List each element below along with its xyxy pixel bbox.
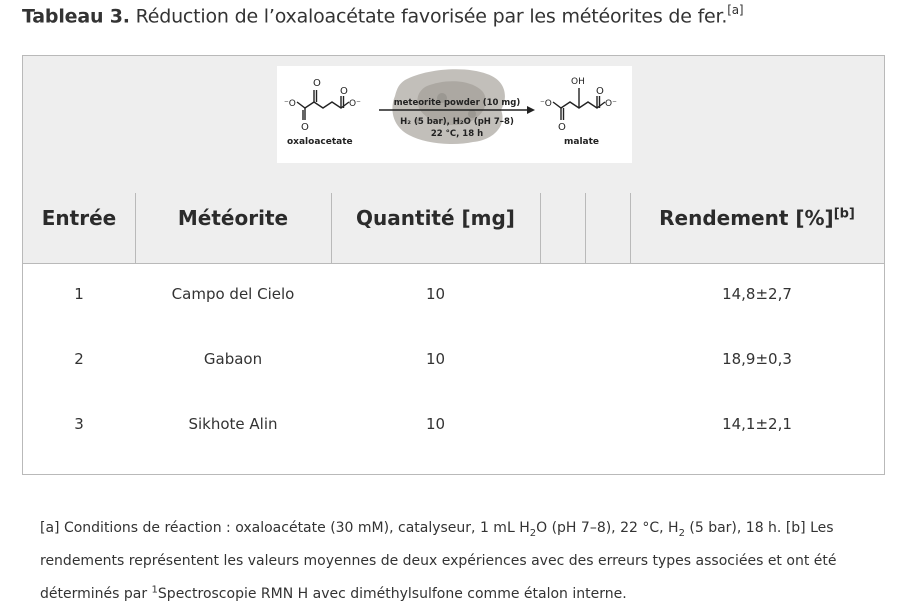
oxaloacetate-o-bottom: O (301, 122, 309, 133)
footnote-sub1: 2 (529, 527, 537, 539)
cell-quantity: 10 (425, 285, 446, 303)
oxaloacetate-o-top1: O (313, 78, 321, 89)
cell-meteorite: Campo del Cielo (171, 285, 295, 303)
caption-ref: [a] (727, 3, 744, 17)
cell-quantity: 10 (425, 415, 446, 433)
malate-o-minus-left: ⁻O (540, 99, 552, 109)
oxaloacetate-o-top2: O (340, 86, 348, 97)
footnote-sup1: 1 (151, 584, 158, 596)
malate-o-top: O (596, 86, 604, 97)
table-footnote (40, 512, 860, 611)
cell-yield: 14,1±2,1 (722, 415, 792, 433)
reactant-label: oxaloacetate (287, 137, 353, 147)
cell-quantity: 10 (425, 350, 446, 368)
caption-text: Réduction de l’oxaloacétate favorisée par les météorites de fer. (129, 5, 728, 28)
oxaloacetate-o-minus-left: ⁻O (284, 99, 296, 109)
table-caption (22, 4, 743, 27)
reaction-scheme (277, 66, 632, 163)
cell-meteorite: Gabaon (203, 350, 263, 368)
header-yield-text: Rendement [%] (659, 206, 834, 230)
malate-o-minus-right: O⁻ (605, 99, 617, 109)
cell-entry: 3 (74, 415, 84, 433)
footnote-part4: Spectroscopie RMN H avec diméthylsulfone comme étalon interne. (157, 586, 627, 602)
arrow-conditions: H₂ (5 bar), H₂O (pH 7–8) (400, 117, 514, 127)
header-entry: Entrée (41, 206, 117, 230)
product-label: malate (564, 137, 600, 147)
footnote-part2: O (pH 7–8), 22 °C, H (536, 520, 679, 536)
column-divider (585, 193, 586, 264)
cell-meteorite: Sikhote Alin (188, 415, 278, 433)
cell-yield: 18,9±0,3 (722, 350, 792, 368)
arrow-reagent: meteorite powder (10 mg) (393, 98, 521, 108)
cell-yield: 14,8±2,7 (722, 285, 792, 303)
malate-o-bottom: O (558, 122, 566, 133)
header-yield (630, 206, 884, 230)
cell-entry: 1 (74, 285, 84, 303)
data-table (22, 55, 885, 475)
table-header-area (23, 56, 884, 264)
footnote-sub2: 2 (678, 527, 685, 539)
reaction-scheme-drawing (277, 66, 632, 163)
header-meteorite: Météorite (177, 206, 289, 230)
footnote-part1: [a] Conditions de réaction : oxaloacétate (30 mM), catalyseur, 1 mL H (40, 520, 530, 536)
header-yield-ref: [b] (833, 206, 855, 222)
oxaloacetate-o-minus-right: O⁻ (349, 99, 361, 109)
cell-entry: 2 (74, 350, 84, 368)
malate-oh: OH (571, 77, 585, 87)
column-divider (540, 193, 541, 264)
arrow-temperature: 22 °C, 18 h (430, 129, 484, 139)
footnote-part3: (5 bar), 18 h. [b] Les rendements représentent les valeurs moyennes de deux expériences avec des erreurs types associées et ont été déterminés par (40, 520, 837, 602)
caption-label: Tableau 3. (22, 5, 130, 28)
header-quantity: Quantité [mg] (356, 206, 515, 230)
